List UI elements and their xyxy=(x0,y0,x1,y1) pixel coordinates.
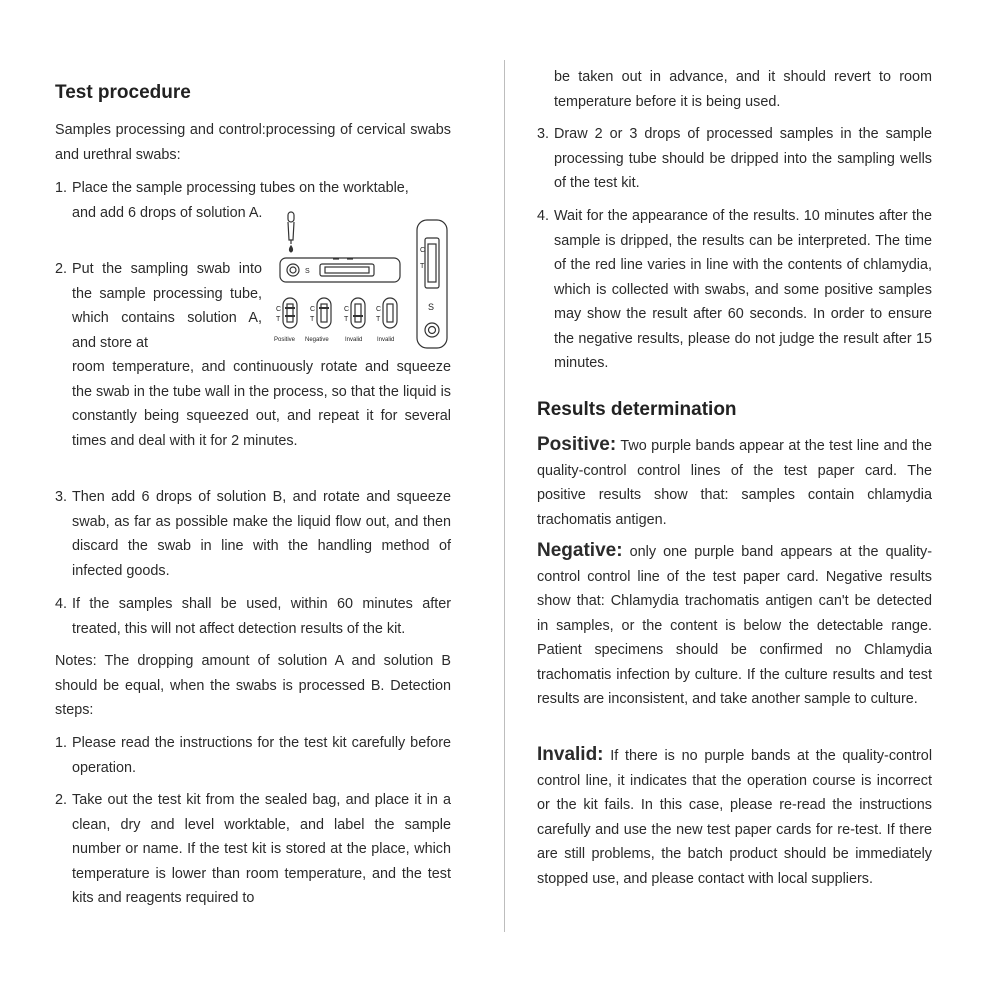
result-term-invalid: Invalid: xyxy=(537,744,604,765)
dropper-icon xyxy=(288,212,294,252)
test-kit-illustration xyxy=(265,210,455,350)
list-item-text: room temperature, and continuously rotate and squeeze the swab in the tube wall in the process, so that the liquid is constantly being squeezed out, and repeat it for several times and deal with it for 2 minutes. xyxy=(72,359,451,449)
control-letter: C xyxy=(344,306,350,313)
control-line-label: C xyxy=(420,247,426,254)
list-number: 3. xyxy=(55,489,68,505)
list-item-text: Then add 6 drops of solution B, and rotate and squeeze swab, as far as possible make the liquid flow out, and then discard the swab in line with the handling method of infected goods. xyxy=(72,489,451,579)
list-item-step-3 xyxy=(55,485,451,583)
label-negative: Negative xyxy=(305,337,329,343)
result-term-positive: Positive: xyxy=(537,434,617,455)
column-divider xyxy=(504,60,505,932)
test-letter: T xyxy=(276,316,281,323)
test-line-label: T xyxy=(420,263,425,270)
sample-well-label: S xyxy=(305,268,310,275)
control-letter: C xyxy=(276,306,282,313)
list-item-text: Place the sample processing tubes on the worktable, xyxy=(72,180,409,196)
label-invalid: Invalid xyxy=(377,337,395,343)
result-window-invalid-1 xyxy=(351,298,365,328)
horizontal-cassette xyxy=(280,258,400,282)
result-negative xyxy=(537,539,932,712)
list-item-text: If the samples shall be used, within 60 minutes after treated, this will not affect detection results of the kit. xyxy=(72,596,451,637)
continued-paragraph: be taken out in advance, and it should revert to room temperature before it is being used. xyxy=(554,69,932,110)
list-number: 2. xyxy=(55,792,68,808)
intro-paragraph: Samples processing and control:processing of cervical swabs and urethral swabs: xyxy=(55,122,451,163)
list-item-detection-2 xyxy=(55,788,451,911)
result-text-positive: Two purple bands appear at the test line and the quality-control control lines of the test paper card. The positive results show that: samples contain chlamydia trachomatis antigen. xyxy=(537,438,933,528)
list-item-detection-4 xyxy=(537,204,932,376)
test-kit-diagram xyxy=(265,210,455,350)
vertical-cassette xyxy=(417,220,447,348)
list-item-text: and add 6 drops of solution A. xyxy=(72,204,263,221)
result-window-negative xyxy=(317,298,331,328)
list-item-text: Put the sampling swab into the sample processing tube, which contains solution A, and store at xyxy=(72,261,262,351)
list-number: 3. xyxy=(537,126,550,142)
result-window-invalid-2 xyxy=(383,298,397,328)
list-item-step-4 xyxy=(55,592,451,641)
test-letter: T xyxy=(376,316,381,323)
list-item-text: Take out the test kit from the sealed bag, and place it in a clean, dry and level worktable, and label the sample number or name. If the test kit is stored at the place, which temperature is lower than room temperature, and the test kits and reagents required to xyxy=(72,792,451,906)
result-text-negative: only one purple band appears at the quality-control control line of the test paper card. Negative results show that: Chlamydia trachomatis antigen can't be detected in samples, or the content is below the detectable range. Patient specimens should be confirmed no Chlamydia trachomatis infection by culture. If the culture results and test results are inconsistent, and take another sample to culture. xyxy=(537,544,932,707)
test-letter: T xyxy=(344,316,349,323)
notes-paragraph: Notes: The dropping amount of solution A and solution B should be equal, when the swabs is processed B. Detection steps: xyxy=(55,653,451,718)
result-window-positive xyxy=(283,298,297,328)
list-item-text: Draw 2 or 3 drops of processed samples in the sample processing tube should be dripped into the sampling wells of the test kit. xyxy=(554,126,932,191)
test-letter: T xyxy=(310,316,315,323)
list-number: 2. xyxy=(55,261,68,277)
list-number: 1. xyxy=(55,180,68,196)
control-letter: C xyxy=(310,306,316,313)
section-heading-results: Results determination xyxy=(537,399,737,420)
label-invalid: Invalid xyxy=(345,337,363,343)
list-number: 4. xyxy=(537,208,550,224)
list-item-text: Please read the instructions for the test kit carefully before operation. xyxy=(72,735,451,776)
list-item-text: Wait for the appearance of the results. 10 minutes after the sample is dripped, the results can be interpreted. The time of the red line varies in line with the contents of chlamydia, which is collected with swabs, and some positive samples may show the result after 60 seconds. In order to ensure the negative results, please do not judge the result after 15 minutes. xyxy=(554,208,932,371)
result-invalid xyxy=(537,743,932,891)
list-item-detection-3 xyxy=(537,122,932,196)
result-positive xyxy=(537,433,932,532)
section-heading-test-procedure: Test procedure xyxy=(55,82,191,103)
list-number: 1. xyxy=(55,735,68,751)
control-letter: C xyxy=(376,306,382,313)
list-item-detection-1 xyxy=(55,731,451,780)
result-text-invalid: If there is no purple bands at the quality-control control line, it indicates that the operation course is incorrect or the kit fails. In this case, please re-read the instructions carefully and use the new test paper cards for re-test. If there are still problems, the batch product should be immediately stopped use, and please contact with local suppliers. xyxy=(537,748,933,887)
sample-well-label: S xyxy=(428,302,435,312)
result-term-negative: Negative: xyxy=(537,540,623,561)
list-number: 4. xyxy=(55,596,68,612)
label-positive: Positive xyxy=(274,337,296,343)
